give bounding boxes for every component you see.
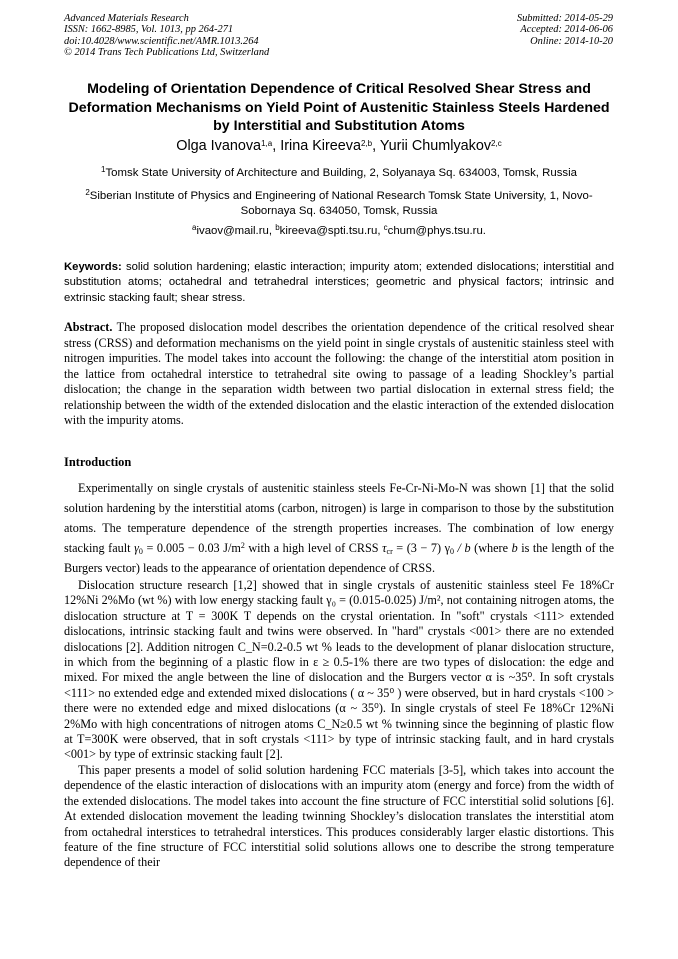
affiliation-text: Tomsk State University of Architecture and Building, 2, Solyanaya Sq. 634003, Tomsk, Russia (105, 167, 577, 179)
affiliation-2 (64, 189, 614, 219)
journal-header (64, 13, 269, 59)
email-mark: c (383, 223, 388, 232)
affiliation-number: 2 (85, 188, 90, 197)
email-list: $^a$ivaov@mail.ru, $^b$kireeva@spti.tsu.ru, $^c$chum@phys.tsu.ru. (192, 223, 486, 237)
paragraph-text: is the length of the Burgers vector) leads to the appearance of orientation dependence of CRSS. (64, 541, 615, 575)
paragraph: Dislocation structure research [1,2] showed that in single crystals of austenitic stainless steel Fe 18%Cr 12%Ni 2%Mo (wt %) with low energy stacking fault γ₀ = (0.015-0.025) J/m², not containing nitrogen atoms, the dislocation structure at T = 300K T depends on the crystal orientation. In "soft" crystals <111> extended dislocations, intrinsic stacking fault and twins were observed. In "hard" crystals <001> there are no extended dislocations [2]. Addition nitrogen C_N=0.2-0.5 wt % leads to the development of planar dislocation structure, in which from the beginning of a plastic flow in ε ≥ 0.5-1% there are two types of dislocation: the edge and mixed. For mixed the angle between the line of dislocation and the Burgers vector α is ~35⁰. In soft crystals <111> no extended edge and extended mixed dislocations ( α ~ 35⁰ ) were observed, but in hard crystals <100 > there were no extended edge and mixed dislocations (α ~ 35⁰). In single crystals of steel Fe 18%Cr 12%Ni 2%Mo with high concentrations of nitrogen atoms C_N≥0.5 wt % twinning since the beginning of plastic flow at T=300K were observed, that in soft crystals <111> by type of intrinsic stacking fault, and in hard crystals <001> by type of extrinsic stacking fault [2]. (64, 578, 614, 762)
section-heading-introduction: Introduction (64, 455, 132, 469)
copyright-line: © 2014 Trans Tech Publications Ltd, Switzerland (64, 47, 270, 59)
abstract-label: Abstract. (64, 320, 113, 334)
dates-header (517, 13, 613, 47)
affiliation-number: 1 (101, 165, 106, 174)
email-link[interactable]: kireeva@spti.tsu.ru (279, 225, 378, 237)
paragraph-text: with a high level of CRSS (244, 541, 379, 555)
email-mark: a (192, 223, 197, 232)
author-name: Olga Ivanova (176, 138, 262, 154)
paragraph: This paper presents a model of solid solution hardening FCC materials [3-5], which takes into account the dependence of the elastic interaction of dislocations with an impurity atom (energy and force) from the width of the extended dislocations. The model takes into account the fine structure of FCC interstitial solid solutions [6]. At extended dislocation movement the leading twinning Shockley’s dislocation translates the interstitial atom from octahedral interstices to tetrahedral interstices. This produces considerably larger elastic distortions. This feature of the fine structure of FCC interstitial solid solutions allows one to describe the strong temperature dependence of their (64, 762, 614, 870)
tau-symbol: τ (382, 541, 387, 555)
author-affiliation-mark: 2,c (491, 139, 502, 148)
paragraph-text: (where (470, 541, 512, 555)
author-affiliation-mark: 1,a (261, 139, 273, 148)
online-date: Online: 2014-10-20 (530, 35, 613, 47)
gamma-symbol: γ (134, 541, 139, 555)
submitted-date: Submitted: 2014-05-29 (516, 13, 613, 24)
affiliation-1 (64, 166, 614, 181)
paper-title: Modeling of Orientation Dependence of Critical Resolved Shear Stress and Deformation Mechanisms on Yield Point of Austenitic Stainless Steels Hardened by Interstitial and Substitution Atoms (68, 81, 610, 134)
doi-line[interactable]: doi:10.4028/www.scientific.net/AMR.1013.264 (64, 35, 259, 47)
tau-formula: = (3 − 7) γ (392, 541, 450, 555)
email-link[interactable]: ivaov@mail.ru (196, 225, 269, 237)
author-name: Yurii Chumlyakov (379, 138, 492, 154)
keywords-text: solid solution hardening; elastic interaction; impurity atom; extended dislocations; interstitial and substitution atoms; octahedral and tetrahedral interstices; geometric and physical factors; intrinsic and extrinsic stacking fault; shear stress. (64, 261, 614, 304)
journal-name: Advanced Materials Research (64, 13, 189, 24)
affiliation-text: Siberian Institute of Physics and Engineering of National Research Tomsk State University, 1, Novo-Sobornaya Sq. 634050, Tomsk, Russia (89, 190, 593, 217)
gamma-value: = 0.005 − 0.03 J/m (142, 541, 241, 555)
gamma-unit-exponent: 2 (240, 541, 245, 550)
author-affiliation-mark: 2,b (361, 139, 373, 148)
tau-gamma-subscript: 0 (450, 547, 454, 556)
email-mark: b (275, 223, 280, 232)
keywords-block (64, 260, 614, 306)
author-list: Olga Ivanova$^{1,a}$, Irina Kireeva$^{2,b}$, Yurii Chumlyakov$^{2,c}$ (176, 138, 502, 154)
paragraph (64, 478, 614, 578)
paragraph-text: Experimentally on single crystals of austenitic stainless steels Fe-Cr-Ni-Mo-N was shown [1] that the solid solution hardening by the interstitial atoms (carbon, nitrogen) is large in comparison to those by the substitution atoms. The temperature dependence of the strength properties increases. The combination of low energy stacking fault (64, 481, 614, 555)
keywords-label: Keywords: (64, 261, 122, 273)
tau-burgers: / b (454, 541, 471, 555)
email-link[interactable]: chum@phys.tsu.ru. (387, 225, 486, 237)
tau-subscript: cr (386, 547, 393, 556)
abstract-block (64, 320, 614, 429)
author-name: Irina Kireeva (280, 138, 361, 154)
introduction-body (64, 478, 614, 871)
gamma-subscript: 0 (138, 547, 143, 556)
issn-line: ISSN: 1662-8985, Vol. 1013, pp 264-271 (64, 24, 234, 36)
accepted-date: Accepted: 2014-06-06 (520, 24, 613, 36)
burgers-symbol: b (511, 541, 518, 555)
abstract-text: The proposed dislocation model describes the orientation dependence of the critical resolved shear stress (CRSS) and deformation mechanisms on the yield point in single crystals of austenitic stainless steel with nitrogen impurities. The model takes into account the following: the change of the interstitial atom position in the lattice from octahedral interstice to tetrahedral site owing to passage of a leading Shockley’s partial dislocation; the change in the separation width between two partial dislocation in external stress field; the relationship between the width of the extended dislocation and the elastic interaction of the extended dislocation with the impurity atoms. (64, 320, 614, 427)
